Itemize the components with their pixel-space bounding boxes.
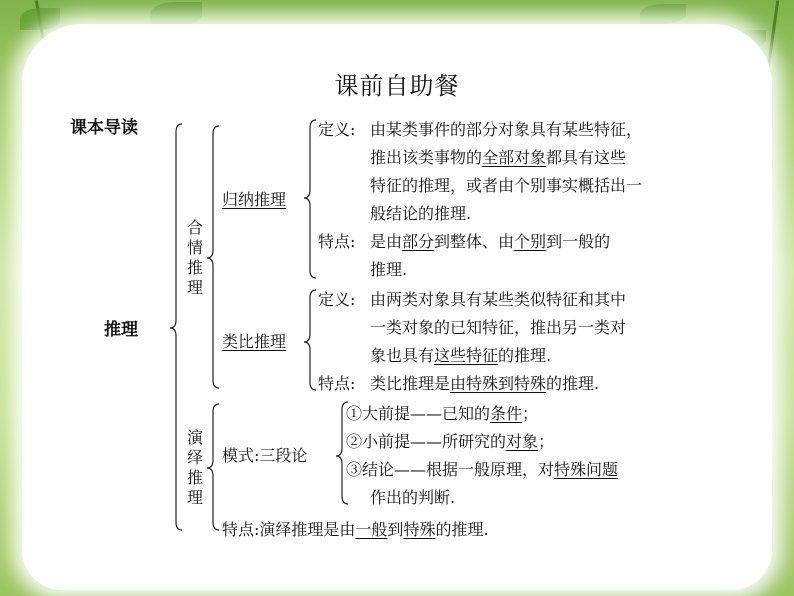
text-segment: ③结论——根据一般原理，对	[346, 460, 555, 479]
leibi-label: 类比推理	[222, 332, 287, 351]
text-segment: ①大前提——已知的	[346, 404, 491, 423]
leibi-def-line-2	[370, 318, 626, 338]
leibi-feat-line	[370, 374, 599, 394]
yanyi-label: 演 绎 推 理	[186, 428, 203, 507]
guina-def-line-4	[370, 204, 471, 224]
text-segment: 都具有这些	[546, 148, 627, 167]
guina-def-line-3	[370, 176, 642, 196]
underlined-segment: 由特殊到特殊	[450, 374, 547, 393]
yanyi-mode-label: 模式:三段论	[222, 446, 308, 465]
text-segment: 到整体、由	[434, 232, 515, 251]
yanyi-item-3-cont: 作出的判断.	[370, 488, 456, 507]
guina-def-line-1	[370, 120, 642, 140]
guina-label: 归纳推理	[222, 190, 287, 209]
yanyi-item-1	[346, 404, 538, 424]
brace-hequing	[207, 126, 219, 388]
hequing-label: 合 情 推 理	[186, 218, 203, 297]
text-segment: ；	[538, 432, 555, 451]
underlined-segment: 全部对象	[482, 148, 547, 167]
guina-feat-line-1	[370, 232, 610, 252]
text-segment: 到一般的	[546, 232, 611, 251]
underlined-segment: 特殊	[403, 520, 436, 539]
leibi-def-line-3	[370, 346, 551, 366]
leibi-def-label: 定义:	[318, 290, 356, 309]
text-segment: 般结论的推理.	[370, 204, 472, 223]
text-segment: 由两类对象具有某些类似特征和其中	[370, 290, 627, 309]
guina-def-label: 定义:	[318, 120, 356, 139]
text-segment: 推出该类事物的	[370, 148, 483, 167]
underlined-segment: 对象	[506, 432, 539, 451]
text-segment: 是由	[370, 232, 403, 251]
text-segment: 由某类事件的部分对象具有某些特征，	[370, 120, 643, 139]
underlined-segment: 部分	[402, 232, 435, 251]
brace-yanyi	[207, 404, 219, 530]
guina-feat-label: 特点:	[318, 232, 356, 251]
yanyi-feat-line	[222, 520, 489, 540]
text-segment: 一类对象的已知特征，推出另一类对	[370, 318, 627, 337]
text-segment: 的推理.	[546, 374, 600, 393]
underlined-segment: 个别	[514, 232, 547, 251]
underlined-segment: 这些特征	[434, 346, 499, 365]
text-segment: 特征的推理，或者由个别事实概括出一	[370, 176, 643, 195]
brace-leibi	[304, 290, 316, 390]
root-label: 推理	[104, 320, 138, 340]
text-segment: 的推理.	[498, 346, 552, 365]
text-segment: 的推理.	[435, 520, 489, 539]
text-segment: ；	[522, 404, 539, 423]
guina-feat-line-2	[370, 260, 407, 280]
guina-def-line-2	[370, 148, 626, 168]
yanyi-item-3	[346, 460, 618, 480]
underlined-segment: 特殊问题	[554, 460, 619, 479]
text-segment: 特点:演绎推理是由	[222, 520, 356, 539]
brace-guina	[304, 120, 316, 278]
text-segment: 推理.	[370, 260, 408, 279]
leibi-feat-label: 特点:	[318, 374, 356, 393]
leibi-def-line-1	[370, 290, 626, 310]
underlined-segment: 一般	[355, 520, 388, 539]
text-segment: 象也具有	[370, 346, 435, 365]
side-label: 课本导读	[70, 118, 138, 138]
text-segment: 到	[387, 520, 404, 539]
brace-root	[170, 124, 182, 530]
text-segment: 类比推理是	[370, 374, 451, 393]
page-title: 课前自助餐	[334, 72, 460, 100]
underlined-segment: 条件	[490, 404, 523, 423]
text-segment: ②小前提——所研究的	[346, 432, 507, 451]
yanyi-item-2	[346, 432, 554, 452]
